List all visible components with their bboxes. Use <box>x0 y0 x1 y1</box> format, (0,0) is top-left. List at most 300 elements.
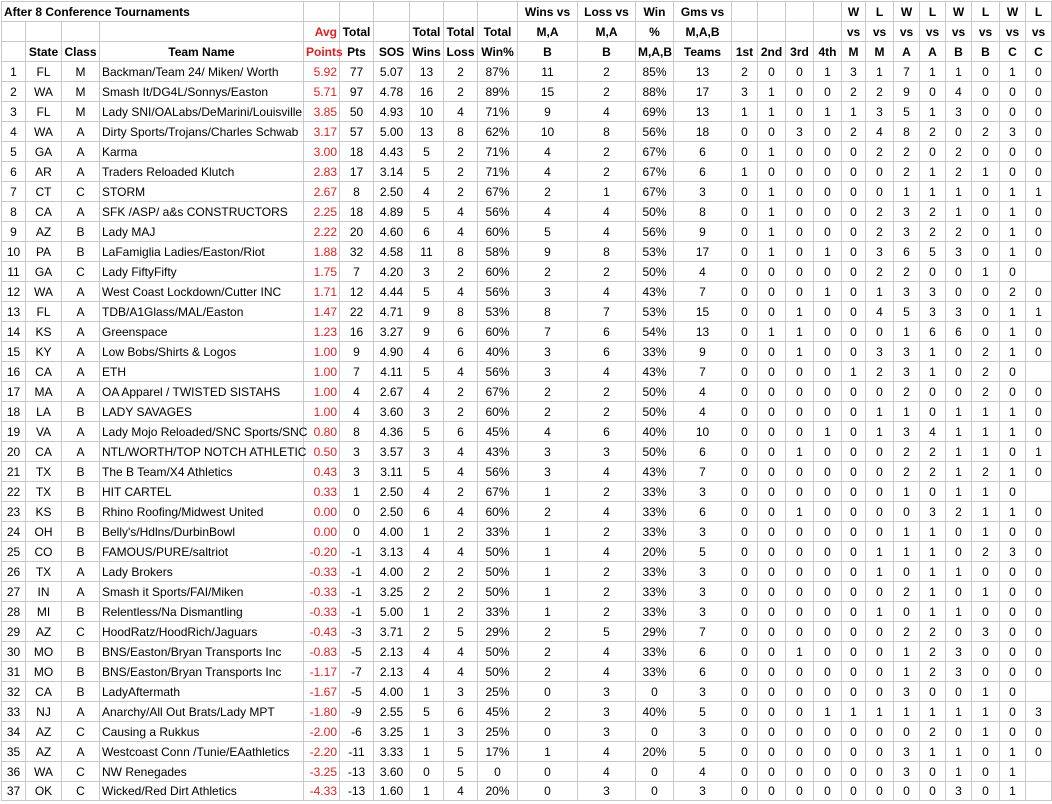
table-cell: 2 <box>866 222 894 242</box>
table-cell: 0 <box>842 322 866 342</box>
table-cell: BNS/Easton/Bryan Transports Inc <box>100 642 304 662</box>
table-cell: 0 <box>814 142 842 162</box>
table-cell: 97 <box>340 82 374 102</box>
table-cell: 0 <box>866 522 894 542</box>
table-cell: AZ <box>26 222 62 242</box>
table-cell: 0 <box>732 142 758 162</box>
table-cell: 5.71 <box>304 82 340 102</box>
table-cell: 67% <box>636 142 674 162</box>
table-cell: 3 <box>674 582 732 602</box>
table-cell: 0 <box>758 742 786 762</box>
table-cell: 43% <box>636 362 674 382</box>
table-cell: 0 <box>946 342 972 362</box>
table-cell: 20% <box>478 782 518 801</box>
table-cell: 3 <box>946 642 972 662</box>
table-cell: 0 <box>786 482 814 502</box>
table-cell: 1 <box>946 742 972 762</box>
table-cell: 40% <box>636 702 674 722</box>
table-cell: 0 <box>866 722 894 742</box>
table-cell: 6 <box>444 342 478 362</box>
table-cell: 0 <box>732 122 758 142</box>
table-cell: 1 <box>1000 322 1026 342</box>
table-cell: 0 <box>732 762 758 782</box>
table-cell: M <box>62 102 100 122</box>
table-cell: 4 <box>444 642 478 662</box>
table-cell: 5 <box>444 762 478 782</box>
table-cell: 4 <box>578 362 636 382</box>
table-cell: 4 <box>946 82 972 102</box>
table-cell: 1 <box>518 542 578 562</box>
table-cell: 0 <box>786 562 814 582</box>
table-cell: 1 <box>786 502 814 522</box>
table-cell: 0 <box>814 582 842 602</box>
table-cell: 2 <box>518 622 578 642</box>
table-cell: 0 <box>732 622 758 642</box>
table-cell: 3 <box>894 682 920 702</box>
table-cell: NTL/WORTH/TOP NOTCH ATHLETIC <box>100 442 304 462</box>
table-cell: 0 <box>866 182 894 202</box>
table-cell: 6 <box>674 442 732 462</box>
table-cell: 0 <box>786 582 814 602</box>
table-cell: 1 <box>758 182 786 202</box>
table-cell: 29% <box>478 622 518 642</box>
table-cell: 0 <box>758 382 786 402</box>
table-cell: MA <box>26 382 62 402</box>
table-cell: 4 <box>578 642 636 662</box>
table-row <box>2 662 1052 682</box>
table-cell: 0 <box>972 222 1000 242</box>
table-cell: 0 <box>842 502 866 522</box>
table-row <box>2 562 1052 582</box>
table-cell: 4 <box>444 102 478 122</box>
table-cell: 0 <box>732 662 758 682</box>
table-cell: 2 <box>946 222 972 242</box>
table-cell: 5 <box>444 742 478 762</box>
table-cell: 1 <box>894 662 920 682</box>
table-cell: 0 <box>786 522 814 542</box>
table-cell: 1 <box>920 102 946 122</box>
table-cell: 0 <box>946 382 972 402</box>
table-cell: 0 <box>786 282 814 302</box>
table-cell: KS <box>26 502 62 522</box>
table-cell: 43% <box>636 462 674 482</box>
table-cell: 0 <box>732 722 758 742</box>
table-cell: 60% <box>478 262 518 282</box>
table-cell: 0 <box>972 282 1000 302</box>
table-cell: 6 <box>674 502 732 522</box>
table-cell: 14 <box>2 322 26 342</box>
wins-vs-header: Wins vs <box>518 2 578 22</box>
table-cell: 0 <box>786 142 814 162</box>
table-cell: 4 <box>444 362 478 382</box>
table-cell: 31 <box>2 662 26 682</box>
table-cell: 1 <box>894 402 920 422</box>
table-row <box>2 302 1052 322</box>
table-cell: 0 <box>786 402 814 422</box>
table-cell: 0 <box>1000 602 1026 622</box>
table-cell: 33% <box>636 342 674 362</box>
table-cell: -3.25 <box>304 762 340 782</box>
table-cell: 0 <box>732 582 758 602</box>
table-row <box>2 62 1052 82</box>
table-cell: 33% <box>636 642 674 662</box>
table-cell: 2 <box>894 462 920 482</box>
table-cell: Greenspace <box>100 322 304 342</box>
table-cell: 9 <box>674 222 732 242</box>
table-cell: 3 <box>894 422 920 442</box>
table-cell: 0 <box>842 422 866 442</box>
table-cell: 56% <box>636 222 674 242</box>
table-cell: 0 <box>732 562 758 582</box>
table-cell: 5 <box>410 362 444 382</box>
table-cell: 1.71 <box>304 282 340 302</box>
table-cell: 2 <box>972 362 1000 382</box>
table-cell: NJ <box>26 702 62 722</box>
standings-table <box>1 1 1052 801</box>
table-cell: -0.43 <box>304 622 340 642</box>
table-cell: 3 <box>866 342 894 362</box>
table-cell: 0 <box>1026 642 1052 662</box>
table-cell: B <box>62 642 100 662</box>
table-cell: IN <box>26 582 62 602</box>
table-cell: 34 <box>2 722 26 742</box>
table-cell: ETH <box>100 362 304 382</box>
table-cell: 0 <box>842 482 866 502</box>
table-cell: 0 <box>758 782 786 801</box>
table-cell: 0 <box>1000 482 1026 502</box>
table-cell: 0 <box>814 562 842 582</box>
table-cell: 0 <box>972 142 1000 162</box>
table-cell: 1 <box>758 142 786 162</box>
table-cell: 23 <box>2 502 26 522</box>
table-cell: 1 <box>894 182 920 202</box>
table-cell: 1.47 <box>304 302 340 322</box>
loss-vs-header: Loss vs <box>578 2 636 22</box>
table-cell: 2 <box>920 722 946 742</box>
table-cell: 0 <box>758 682 786 702</box>
table-title: After 8 Conference Tournaments <box>2 2 304 22</box>
table-cell: -9 <box>340 702 374 722</box>
table-cell: 0 <box>946 622 972 642</box>
table-cell: 1 <box>920 542 946 562</box>
table-cell: 0 <box>842 342 866 362</box>
table-cell: 0 <box>866 622 894 642</box>
table-cell: 3 <box>894 342 920 362</box>
table-cell: 0 <box>1026 342 1052 362</box>
table-cell: -0.83 <box>304 642 340 662</box>
table-cell: 0 <box>814 322 842 342</box>
table-cell: A <box>62 382 100 402</box>
table-cell <box>1026 482 1052 502</box>
table-cell: 0 <box>946 722 972 742</box>
table-cell: 0 <box>636 782 674 801</box>
table-cell: A <box>62 422 100 442</box>
table-cell: 3 <box>842 62 866 82</box>
table-cell: 2 <box>920 622 946 642</box>
table-row <box>2 242 1052 262</box>
table-cell: 0 <box>866 482 894 502</box>
table-row <box>2 322 1052 342</box>
table-cell: 4.20 <box>374 262 410 282</box>
table-cell: 8 <box>518 302 578 322</box>
table-cell: A <box>62 142 100 162</box>
table-cell: OA Apparel / TWISTED SISTAHS <box>100 382 304 402</box>
table-cell: 0 <box>1000 142 1026 162</box>
table-row <box>2 762 1052 782</box>
table-cell: 50% <box>636 202 674 222</box>
table-cell: 0 <box>814 122 842 142</box>
table-row <box>2 262 1052 282</box>
table-cell: 0 <box>1000 582 1026 602</box>
table-cell: A <box>62 342 100 362</box>
table-cell: 0 <box>786 222 814 242</box>
table-cell: 2 <box>972 122 1000 142</box>
table-row <box>2 422 1052 442</box>
table-cell: 67% <box>636 162 674 182</box>
table-cell <box>1026 762 1052 782</box>
table-row <box>2 542 1052 562</box>
table-cell: -1 <box>340 602 374 622</box>
table-cell: CA <box>26 442 62 462</box>
table-cell: 0 <box>946 262 972 282</box>
table-cell: Backman/Team 24/ Miken/ Worth <box>100 62 304 82</box>
table-cell: 50% <box>478 542 518 562</box>
table-cell: 33% <box>636 582 674 602</box>
table-cell: 2 <box>518 402 578 422</box>
table-cell: 2 <box>518 262 578 282</box>
table-cell: 2 <box>920 442 946 462</box>
table-cell: 2 <box>518 502 578 522</box>
table-cell: 3 <box>894 222 920 242</box>
table-cell: CO <box>26 542 62 562</box>
table-cell: 1 <box>814 62 842 82</box>
table-cell: FL <box>26 62 62 82</box>
table-cell: 0 <box>732 242 758 262</box>
table-cell: 0 <box>636 762 674 782</box>
table-cell: 0 <box>946 522 972 542</box>
table-cell: HoodRatz/HoodRich/Jaguars <box>100 622 304 642</box>
table-cell: 0 <box>1026 462 1052 482</box>
table-cell: 9 <box>674 342 732 362</box>
table-cell: 56% <box>478 362 518 382</box>
table-cell: 0 <box>636 682 674 702</box>
table-cell: 0 <box>972 102 1000 122</box>
table-cell: 0 <box>758 662 786 682</box>
table-cell: 7 <box>894 62 920 82</box>
table-cell: 0 <box>1026 582 1052 602</box>
table-cell: 0 <box>1026 142 1052 162</box>
table-cell: 0 <box>1000 262 1026 282</box>
table-row <box>2 482 1052 502</box>
table-cell: 2 <box>444 62 478 82</box>
table-cell: 4 <box>410 642 444 662</box>
table-cell: 3 <box>410 262 444 282</box>
table-cell: 1 <box>946 182 972 202</box>
table-cell: 0 <box>814 642 842 662</box>
table-cell: NW Renegades <box>100 762 304 782</box>
table-row <box>2 102 1052 122</box>
table-cell: 0 <box>814 462 842 482</box>
table-cell: 2 <box>920 122 946 142</box>
table-cell: 5.00 <box>374 122 410 142</box>
table-cell: 6 <box>410 502 444 522</box>
table-cell: 0 <box>1000 682 1026 702</box>
table-cell: 0 <box>786 102 814 122</box>
table-cell: 30 <box>2 642 26 662</box>
table-cell: GA <box>26 262 62 282</box>
table-cell: 6 <box>410 222 444 242</box>
table-cell: 3.85 <box>304 102 340 122</box>
table-cell: 18 <box>340 202 374 222</box>
table-cell: 0 <box>758 542 786 562</box>
table-cell: 2 <box>946 142 972 162</box>
table-cell: 2 <box>894 622 920 642</box>
table-cell: 1 <box>972 442 1000 462</box>
table-cell: 0 <box>1026 242 1052 262</box>
table-cell <box>1026 782 1052 801</box>
table-cell: 0 <box>758 342 786 362</box>
table-cell: 0 <box>758 722 786 742</box>
table-cell: 2 <box>894 442 920 462</box>
table-cell: 1 <box>732 102 758 122</box>
table-cell: 0 <box>1026 382 1052 402</box>
table-cell: 17 <box>674 242 732 262</box>
table-cell: 4 <box>578 542 636 562</box>
table-cell: 2 <box>578 402 636 422</box>
table-cell: WA <box>26 122 62 142</box>
table-row <box>2 582 1052 602</box>
table-cell: 4.90 <box>374 342 410 362</box>
table-cell: -2.00 <box>304 722 340 742</box>
table-cell: -1.80 <box>304 702 340 722</box>
table-cell: 2 <box>444 162 478 182</box>
table-cell: 1 <box>786 642 814 662</box>
table-cell: 6 <box>444 422 478 442</box>
table-cell: 0 <box>814 542 842 562</box>
table-cell: 17 <box>340 162 374 182</box>
table-cell: B <box>62 522 100 542</box>
table-cell: 1 <box>972 702 1000 722</box>
table-cell: 89% <box>478 82 518 102</box>
table-cell: 0 <box>866 682 894 702</box>
table-cell: 0 <box>732 782 758 801</box>
table-cell: 0 <box>842 682 866 702</box>
table-cell: 1 <box>1000 342 1026 362</box>
table-cell: 0.33 <box>304 482 340 502</box>
table-cell: 1 <box>972 582 1000 602</box>
table-cell: A <box>62 582 100 602</box>
table-cell: 2 <box>732 62 758 82</box>
header-row-3: State Class Team Name Points Pts SOS Wins Loss Win% B B M,A,B Teams 1st 2nd 3rd 4th M M A A B B C C <box>2 42 1052 62</box>
table-cell: B <box>62 602 100 622</box>
table-cell: 50% <box>636 402 674 422</box>
table-cell: 1 <box>920 562 946 582</box>
table-cell: 1 <box>920 62 946 82</box>
table-cell: 0 <box>842 262 866 282</box>
table-cell: 1 <box>946 702 972 722</box>
table-cell: 0 <box>732 502 758 522</box>
table-cell: 0 <box>842 202 866 222</box>
table-cell: 20% <box>636 742 674 762</box>
table-cell: 1 <box>1000 742 1026 762</box>
table-cell: 5.07 <box>374 62 410 82</box>
table-cell: 1 <box>894 642 920 662</box>
table-cell: 40% <box>478 342 518 362</box>
table-cell: C <box>62 762 100 782</box>
table-cell: 0 <box>866 782 894 801</box>
table-cell: B <box>62 502 100 522</box>
table-cell: 10 <box>410 102 444 122</box>
table-cell: 8 <box>578 122 636 142</box>
table-cell: 8 <box>894 122 920 142</box>
table-cell: 4.36 <box>374 422 410 442</box>
table-cell: 2 <box>866 262 894 282</box>
table-cell: 1 <box>758 322 786 342</box>
table-cell: 2 <box>866 362 894 382</box>
table-cell: 5 <box>894 302 920 322</box>
table-cell: -2.20 <box>304 742 340 762</box>
table-cell: 0 <box>1000 522 1026 542</box>
table-cell: 4 <box>444 502 478 522</box>
table-cell: 0 <box>732 302 758 322</box>
table-cell: Belly's/Hdlns/DurbinBowl <box>100 522 304 542</box>
table-cell: 50% <box>636 262 674 282</box>
table-cell: 25% <box>478 682 518 702</box>
table-cell: 1 <box>946 62 972 82</box>
table-cell: 0 <box>340 522 374 542</box>
table-cell: 4 <box>410 182 444 202</box>
table-cell: 2 <box>894 142 920 162</box>
table-cell: 0 <box>842 782 866 801</box>
table-cell: 1 <box>972 722 1000 742</box>
table-cell: 15 <box>2 342 26 362</box>
table-cell: 2.55 <box>374 702 410 722</box>
table-cell: 1 <box>1000 62 1026 82</box>
table-cell: 6 <box>444 702 478 722</box>
table-cell: 33% <box>636 522 674 542</box>
table-cell: 20 <box>340 222 374 242</box>
table-cell: FL <box>26 302 62 322</box>
table-cell: 4 <box>410 482 444 502</box>
table-cell: 1 <box>758 222 786 242</box>
table-cell: 3 <box>578 442 636 462</box>
table-cell: CA <box>26 362 62 382</box>
table-cell: 35 <box>2 742 26 762</box>
table-cell: WA <box>26 282 62 302</box>
table-cell: 1 <box>972 162 1000 182</box>
table-cell: 1 <box>410 782 444 801</box>
table-cell: 1 <box>814 242 842 262</box>
table-cell: 2 <box>946 502 972 522</box>
table-cell: 7 <box>674 282 732 302</box>
table-cell: A <box>62 562 100 582</box>
table-cell: 69% <box>636 102 674 122</box>
table-cell: 4 <box>444 222 478 242</box>
table-cell: 5 <box>894 102 920 122</box>
table-cell: 33 <box>2 702 26 722</box>
table-cell: 2 <box>578 522 636 542</box>
table-cell: 1 <box>1026 442 1052 462</box>
table-cell: 0 <box>758 762 786 782</box>
table-cell: 0 <box>732 382 758 402</box>
table-cell: 0 <box>972 662 1000 682</box>
table-cell: 1 <box>946 402 972 422</box>
table-cell: 18 <box>2 402 26 422</box>
table-cell: 0 <box>842 222 866 242</box>
table-cell: 2 <box>578 162 636 182</box>
table-cell: 8 <box>578 242 636 262</box>
table-row <box>2 122 1052 142</box>
